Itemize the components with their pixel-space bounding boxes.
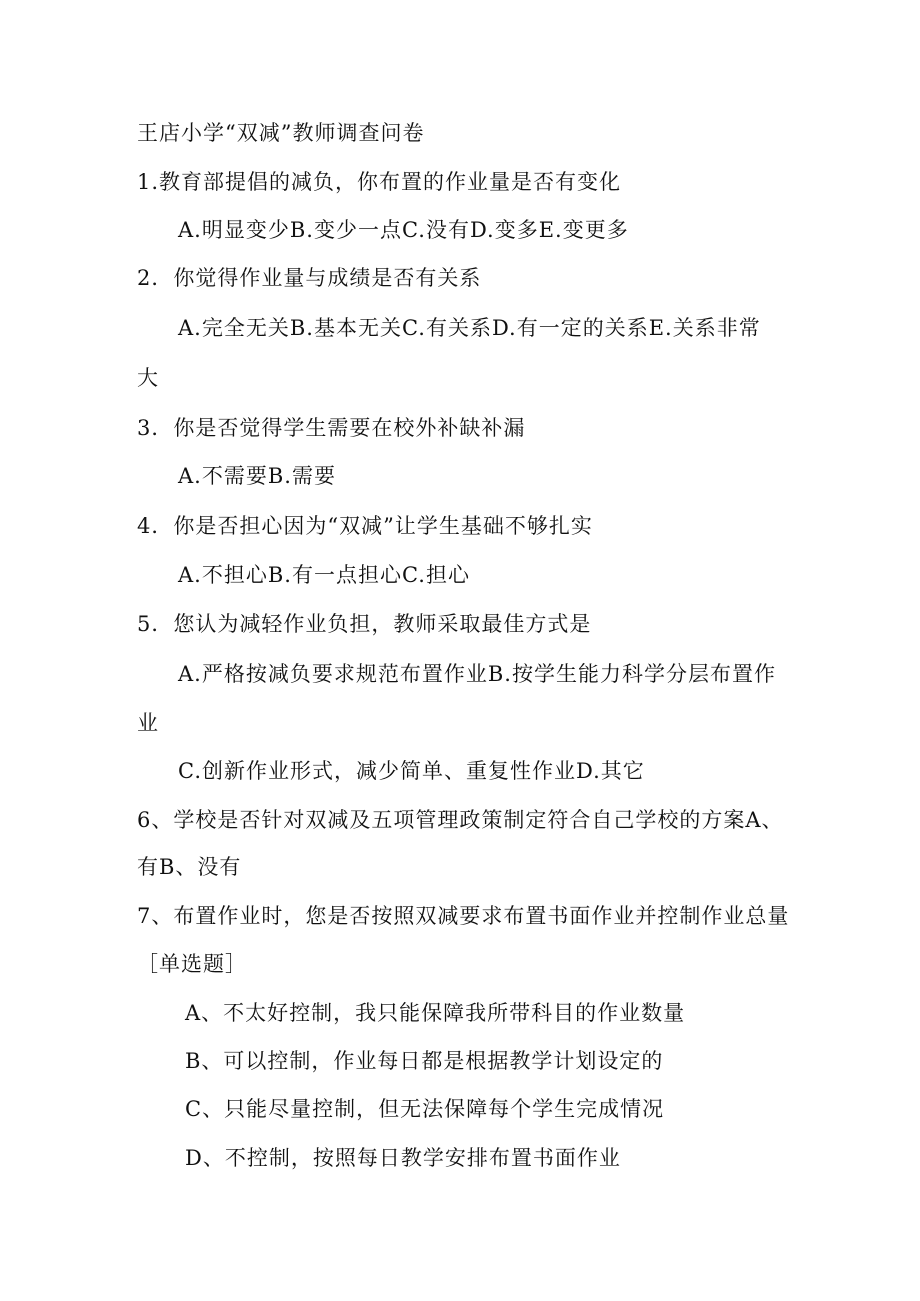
- question-5-options-continued: 业: [137, 711, 159, 735]
- question-3: 3．你是否觉得学生需要在校外补缺补漏: [137, 416, 526, 440]
- question-2-options: A.完全无关B.基本无关C.有关系D.有一定的关系E.关系非常: [178, 316, 761, 340]
- question-5-options-line3: C.创新作业形式，减少简单、重复性作业D.其它: [178, 759, 645, 783]
- question-7-option-a: A、不太好控制，我只能保障我所带科目的作业数量: [185, 1001, 686, 1025]
- document-title: 王店小学“双减”教师调查问卷: [137, 121, 425, 145]
- question-1: 1.教育部提倡的减负，你布置的作业量是否有变化: [137, 170, 622, 194]
- question-6-continued: 有B、没有: [137, 855, 242, 879]
- question-1-options: A.明显变少B.变少一点C.没有D.变多E.变更多: [178, 218, 629, 242]
- question-2-options-continued: 大: [137, 366, 159, 390]
- question-7-option-d: D、不控制，按照每日教学安排布置书面作业: [185, 1146, 621, 1170]
- question-4: 4．你是否担心因为“双减”让学生基础不够扎实: [137, 514, 593, 538]
- question-6: 6、学校是否针对双减及五项管理政策制定符合自己学校的方案A、: [137, 808, 784, 832]
- question-5: 5．您认为减轻作业负担，教师采取最佳方式是: [137, 612, 592, 636]
- question-7-option-c: C、只能尽量控制，但无法保障每个学生完成情况: [185, 1097, 665, 1121]
- question-7-option-b: B、可以控制，作业每日都是根据教学计划设定的: [185, 1049, 664, 1073]
- question-3-options: A.不需要B.需要: [178, 464, 336, 488]
- question-7-type: ［单选题］: [137, 952, 247, 976]
- question-7: 7、布置作业时，您是否按照双减要求布置书面作业并控制作业总量: [137, 904, 790, 928]
- question-4-options: A.不担心B.有一点担心C.担心: [178, 563, 470, 587]
- question-5-options: A.严格按减负要求规范布置作业B.按学生能力科学分层布置作: [178, 662, 776, 686]
- question-2: 2．你觉得作业量与成绩是否有关系: [137, 266, 482, 290]
